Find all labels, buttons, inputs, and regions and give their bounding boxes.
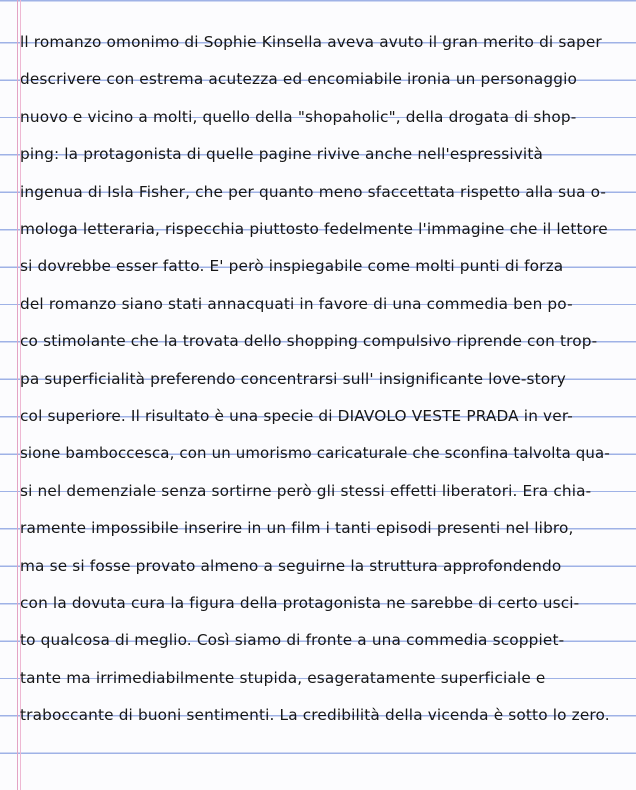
text-line: ingenua di Isla Fisher, che per quanto meno sfaccettata rispetto alla sua o- (20, 182, 607, 201)
text-line: to qualcosa di meglio. Così siamo di fronte a una commedia scoppiet- (20, 631, 565, 650)
text-line: tante ma irrimediabilmente stupida, esageratamente superficiale e (20, 668, 546, 687)
text-line: ll romanzo omonimo di Sophie Kinsella aveva avuto il gran merito di saper (20, 33, 602, 51)
text-line: nuovo e vicino a molti, quello della "shopaholic", della drogata di shop- (20, 107, 577, 126)
text-line: ma se si fosse provato almeno a seguirne la struttura approfondendo (20, 556, 562, 575)
text-line: con la dovuta cura la figura della protagonista ne sarebbe di certo usci- (20, 594, 580, 612)
text-line: pa superficialità preferendo concentrarsi sull' insignificante love-story (20, 369, 566, 388)
text-line: mologa letteraria, rispecchia piuttosto fedelmente l'immagine che il lettore (20, 220, 608, 238)
text-line: descrivere con estrema acutezza ed encomiabile ironia un personaggio (20, 70, 578, 89)
text-line: ping: la protagonista di quelle pagine rivive anche nell'espressività (20, 145, 543, 164)
text-line: traboccante di buoni sentimenti. La credibilità della vicenda è sotto lo zero. (20, 706, 610, 725)
text-line: si nel demenziale senza sortirne però gli stessi effetti liberatori. Era chia- (20, 481, 592, 500)
margin-rule (17, 0, 18, 790)
text-line: col superiore. Il risultato è una specie di DIAVOLO VESTE PRADA in ver- (20, 407, 573, 425)
text-line: ramente impossibile inserire in un film i tanti episodi presenti nel libro, (20, 519, 574, 538)
text-line: si dovrebbe esser fatto. E' però inspiegabile come molti punti di forza (20, 257, 564, 276)
text-line: del romanzo siano stati annacquati in favore di una commedia ben po- (20, 294, 573, 313)
text-line: sione bamboccesca, con un umorismo caricaturale che sconfina talvolta qua- (20, 444, 610, 463)
handwritten-text (20, 0, 634, 790)
text-line: co stimolante che la trovata dello shopping compulsivo riprende con trop- (20, 332, 598, 351)
